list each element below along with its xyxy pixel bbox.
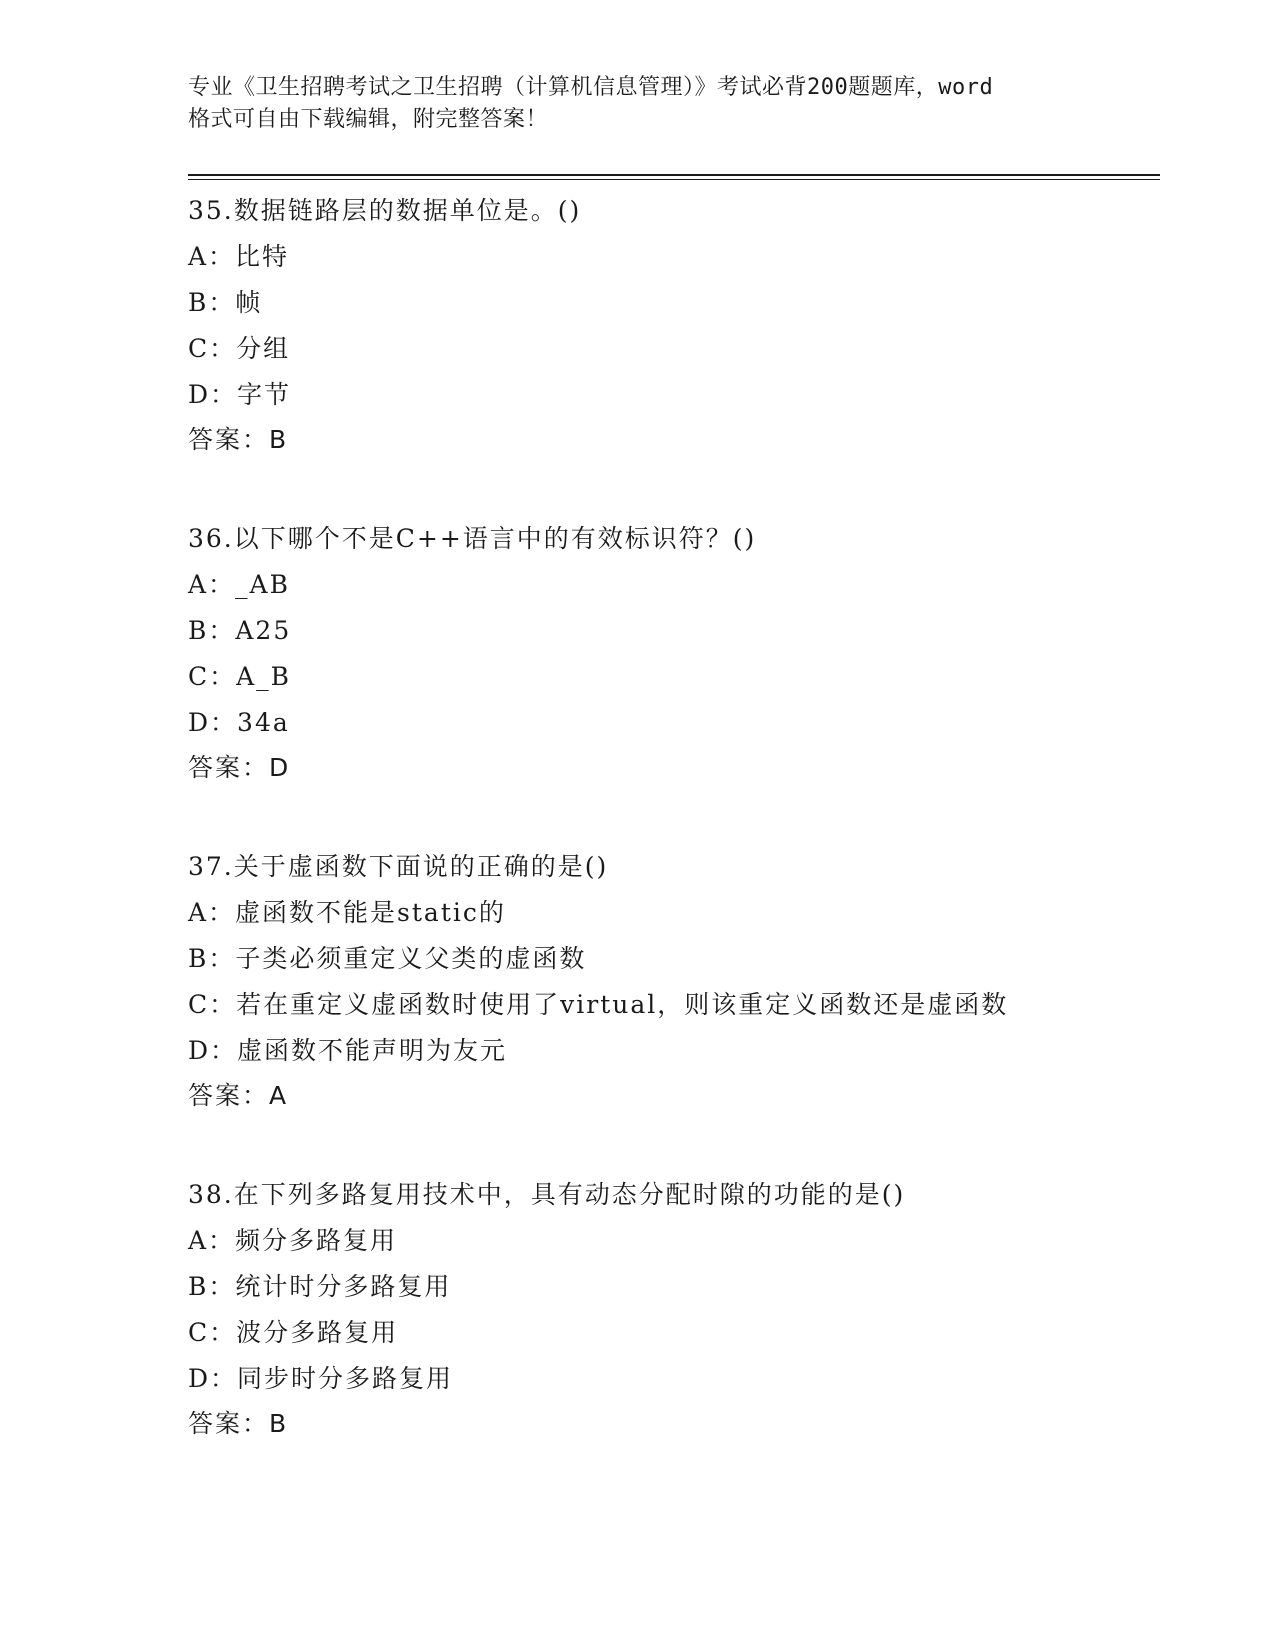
header-divider	[188, 174, 1160, 180]
question-35	[188, 188, 1160, 462]
header-line-1: 专业《卫生招聘考试之卫生招聘（计算机信息管理）》考试必背200题题库，word	[188, 75, 994, 100]
answer-line: 答案：B	[188, 1409, 289, 1438]
answer-line: 答案：B	[188, 425, 289, 454]
option-d: D：虚函数不能声明为友元	[188, 1036, 508, 1065]
option-c: C：波分多路复用	[188, 1318, 399, 1347]
option-c: C：分组	[188, 334, 291, 363]
option-d: D：同步时分多路复用	[188, 1364, 454, 1393]
answer-line: 答案：D	[188, 753, 291, 782]
option-a: A：频分多路复用	[188, 1226, 398, 1255]
option-b: B：A25	[188, 616, 292, 645]
option-b: B：帧	[188, 288, 263, 317]
question-36	[188, 516, 1160, 790]
option-d: D：34a	[188, 708, 290, 737]
option-a: A：虚函数不能是static的	[188, 898, 506, 927]
option-a: A：比特	[188, 242, 290, 271]
option-a: A：_AB	[188, 570, 290, 599]
question-title: 37.关于虚函数下面说的正确的是()	[188, 852, 609, 881]
document-header	[188, 72, 1160, 136]
option-c: C：若在重定义虚函数时使用了virtual，则该重定义函数还是虚函数	[188, 990, 1009, 1019]
option-d: D：字节	[188, 380, 292, 409]
header-line-2: 格式可自由下载编辑，附完整答案！	[188, 107, 549, 132]
question-title: 38.在下列多路复用技术中，具有动态分配时隙的功能的是()	[188, 1180, 906, 1209]
question-title: 36.以下哪个不是C++语言中的有效标识符？()	[188, 524, 757, 553]
question-37	[188, 844, 1160, 1118]
question-title: 35.数据链路层的数据单位是。()	[188, 196, 582, 225]
answer-line: 答案：A	[188, 1081, 289, 1110]
option-b: B：子类必须重定义父类的虚函数	[188, 944, 587, 973]
option-c: C：A_B	[188, 662, 292, 691]
document-page	[188, 72, 1160, 1446]
option-b: B：统计时分多路复用	[188, 1272, 452, 1301]
question-38	[188, 1172, 1160, 1446]
